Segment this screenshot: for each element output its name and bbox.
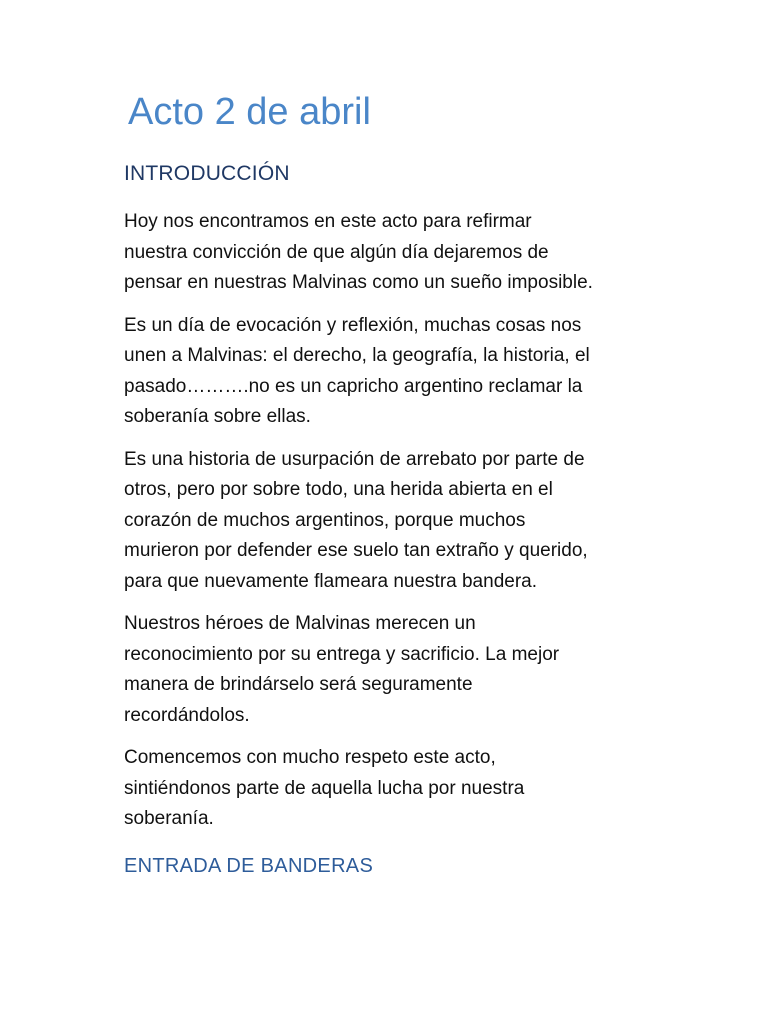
- paragraph: Comencemos con mucho respeto este acto, sintiéndonos parte de aquella lucha por nuestra soberanía.: [124, 747, 525, 829]
- section-heading-entrada-de-banderas: ENTRADA DE BANDERAS: [124, 855, 374, 877]
- paragraph: Hoy nos encontramos en este acto para refirmar nuestra convicción de que algún día dejaremos de pensar en nuestras Malvinas como un sueño imposible.: [124, 211, 593, 293]
- paragraph: Es un día de evocación y reflexión, muchas cosas nos unen a Malvinas: el derecho, la geografía, la historia, el pasado……….no es un capricho argentino reclamar la soberanía sobre ellas.: [124, 314, 590, 427]
- section-heading-introduccion: INTRODUCCIÓN: [124, 162, 290, 185]
- document-body: [124, 207, 684, 847]
- document-title: Acto 2 de abril: [128, 91, 371, 133]
- paragraph: Es una historia de usurpación de arrebato por parte de otros, pero por sobre todo, una herida abierta en el corazón de muchos argentinos, porque muchos murieron por defender ese suelo tan extraño y querido, para que nuevamente flameara nuestra bandera.: [124, 448, 588, 592]
- paragraph: Nuestros héroes de Malvinas merecen un reconocimiento por su entrega y sacrificio. La mejor manera de brindárselo será seguramente recordándolos.: [124, 613, 560, 726]
